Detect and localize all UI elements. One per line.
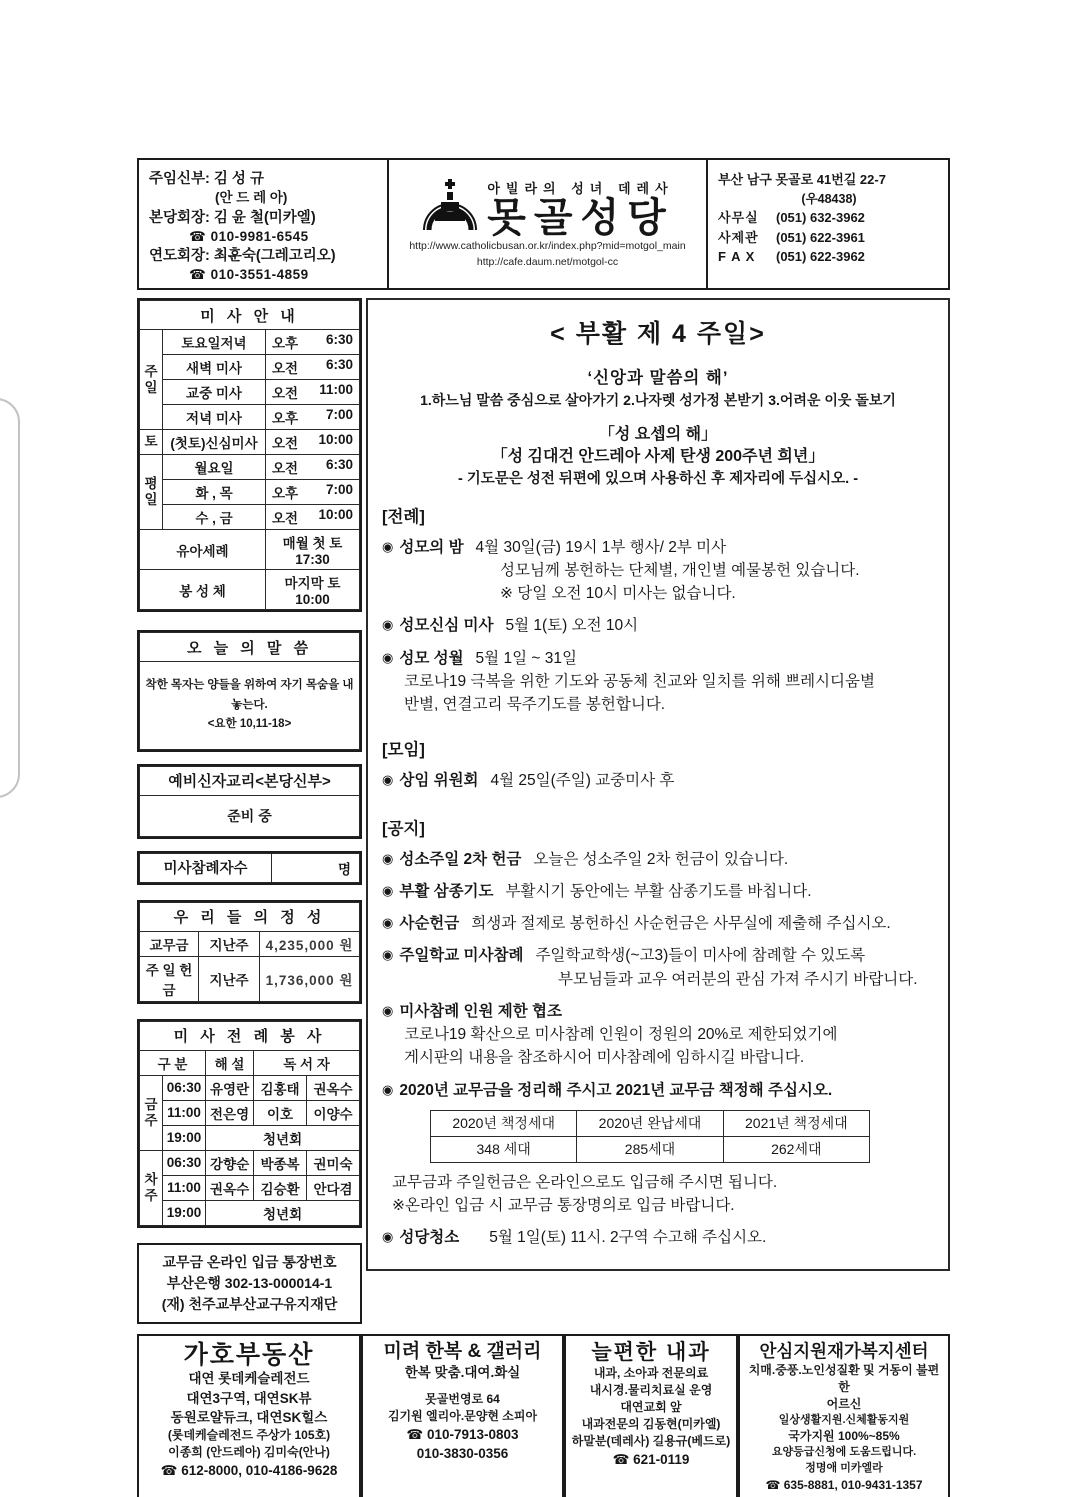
edge-scroll-handle[interactable] [0, 398, 20, 798]
table-row [140, 570, 360, 610]
year-of-st-joseph: 「성 요셉의 해」 [598, 426, 718, 443]
todays-word-text: 착한 목자는 양들을 위하여 자기 목숨을 내놓는다. <요한 10,11-18> [140, 662, 360, 750]
ad-miryeo-hanbok: 미려 한복 & 갤러리 한복 맞춤.대여.화실 못골번영로 64 김기원 엘리아.문양현 소피아 ☎ 010-7913-0803 010-3830-0356 [361, 1334, 564, 1497]
table-row: 화 , 목 오후 7:00 [140, 480, 360, 505]
mass-schedule-box [137, 298, 362, 612]
list-item: ◉ 부활 삼종기도 부활시기 동안에는 부활 삼종기도를 바칩니다. [382, 882, 812, 900]
todays-word-ref: <요한 10,11-18> [207, 718, 292, 731]
bulletin-document [137, 158, 950, 1497]
table-row: 저녁 미사 오후 7:00 [140, 405, 360, 430]
table-row: 19:00 청년회 [140, 1200, 360, 1225]
table-row: 차주 06:30 강향순 박종복 권미숙 [140, 1150, 360, 1175]
church-address: 부산 남구 못골로 41번길 22-7 [718, 172, 886, 187]
ad-ansim-welfare-center: 안심지원재가복지센터 치매.중풍.노인성질환 및 거동이 불편한 어르신 일상생활지원.신체활동지원 국가지원 100%~85% 요양등급신청에 도움드립니다. 정명애 미카엘라 ☎ 635-8881, 010-9431-1357 [738, 1334, 950, 1497]
office-phone-line: 사무실 (051) 632-3962 [718, 210, 865, 226]
postal-code: (우48438) [801, 191, 857, 206]
bank-account-holder: (재) 천주교부산교구유지재단 [161, 1295, 338, 1312]
list-item: ◉ 성모신심 미사 5월 1(토) 오전 10시 [382, 617, 639, 635]
year-theme-items: 1.하느님 말씀 중심으로 살아가기 2.나자렛 성가정 본받기 3.어려운 이웃 돌보기 [420, 392, 896, 408]
table-row: 11:00 전은영 이호 이양수 [140, 1100, 360, 1125]
list-item: ◉ 성모 성월 5월 1일 ~ 31일 코로나19 극복을 위한 기도와 공동체 친교와 일치를 위해 쁘레시디움별 반별, 연결고리 묵주기도를 봉헌합니다. [382, 649, 875, 714]
section-meeting-heading: [모임] [382, 741, 425, 760]
church-cafe-url: http://cafe.daum.net/motgol-cc [476, 255, 619, 268]
list-item: ◉ 상임 위원회 4월 25일(주일) 교중미사 후 [382, 772, 675, 790]
col-readers: 독 서 자 [254, 1050, 360, 1075]
next-week-label: 차주 [140, 1150, 163, 1225]
table-row: 주 일 헌 금 지난주 1,736,000 원 [140, 956, 360, 1001]
online-payment-note-2: ※온라인 입금 시 교무금 통장명의로 입금 바랍니다. [392, 1197, 735, 1215]
list-item: ◉ 성당청소 5월 1일(토) 11시. 2구역 수고해 주십시오. [382, 1229, 767, 1247]
offering-box [137, 900, 362, 1004]
ad-title: 안심지원재가복지센터 [759, 1340, 929, 1361]
ad-title: 늘편한 내과 [591, 1340, 711, 1364]
list-item: ◉ 성모의 밤 4월 30일(금) 19시 1부 행사/ 2부 미사 성모님께 봉헌하는 단체별, 개인별 예물봉헌 있습니다. ※ 당일 오전 10시 미사는 없습니다. [382, 538, 860, 603]
yeondo-president-phone: ☎ 010-3551-4859 [189, 267, 309, 283]
table-header-row [140, 1050, 360, 1075]
catechumen-status: 준비 중 [140, 795, 360, 836]
church-website-url: http://www.catholicbusan.or.kr/index.php?mid=motgol_main [409, 240, 686, 253]
section-liturgy-heading: [전례] [382, 507, 425, 526]
infant-baptism-value: 매월 첫 토 17:30 [266, 530, 360, 570]
pastor-line: 주임신부: 김 성 규 [149, 171, 264, 187]
yeondo-president-line: 연도회장: 최훈숙(그레고리오) [149, 248, 336, 265]
liturgy-service-box [137, 1019, 362, 1228]
list-item: ◉ 미사참례 인원 제한 협조 코로나19 확산으로 미사참례 인원이 정원의 20%로 제한되었기에 게시판의 내용을 참조하시어 미사참례에 임하시길 바랍니다. [382, 1002, 838, 1067]
list-item: ◉ 사순헌금 희생과 절제로 봉헌하신 사순헌금은 사무실에 제출해 주십시오. [382, 915, 891, 933]
table-row: 새벽 미사 오전 6:30 [140, 355, 360, 380]
list-item: ◉ 성소주일 2차 헌금 오늘은 성소주일 2차 헌금이 있습니다. [382, 850, 789, 868]
jubilee-line: 「성 김대건 안드레아 사제 탄생 200주년 희년」 [491, 448, 825, 466]
bullet-icon: ◉ [382, 850, 394, 866]
main-content [366, 298, 950, 1271]
table-row: 수 , 금 오전 10:00 [140, 505, 360, 530]
bank-title: 교무금 온라인 입금 통장번호 [162, 1253, 337, 1270]
sidebar [137, 298, 362, 1324]
section-notice-heading: [공지] [382, 819, 425, 838]
bullet-icon: ◉ [382, 947, 394, 963]
bullet-icon: ◉ [382, 538, 394, 554]
attendance-label: 미사참례자수 [140, 853, 272, 882]
attendance-box [137, 851, 362, 885]
church-tagline: 아빌라의 성녀 데레사 [487, 181, 674, 197]
council-president-line: 본당회장: 김 윤 철(미카엘) [149, 209, 316, 226]
table-row: 교무금 지난주 4,235,000 원 [140, 931, 360, 956]
ad-neulpyeonhan-clinic: 늘편한 내과 내과, 소아과 전문의료 내시경.물리치료실 운영 대연교회 앞 내과전문의 김동현(미카엘) 하말분(데레사) 길용규(베드로) ☎ 621-0119 [564, 1334, 738, 1497]
todays-word-title: 오 늘 의 말 씀 [140, 633, 360, 662]
page-title: < 부활 제 4 주일> [550, 320, 766, 348]
church-title: 못골성당 [487, 196, 674, 241]
catechumen-title: 예비신자교리<본당신부> [140, 766, 360, 795]
footer-ads [137, 1334, 950, 1497]
bullet-icon: ◉ [382, 617, 394, 633]
attendance-unit: 명 [272, 853, 360, 882]
list-item: ◉ 주일학교 미사참례 주일학교학생(~고3)들이 미사에 참례할 수 있도록 부모님들과 교우 여러분의 관심 가져 주시기 바랍니다. [382, 947, 918, 988]
table-row: 토 (첫토)신심미사 오전 10:00 [140, 430, 360, 455]
ad-title: 가호부동산 [183, 1340, 315, 1369]
group-sunday: 주일 [140, 330, 163, 430]
liturgy-service-title: 미 사 전 례 봉 사 [140, 1021, 360, 1050]
communion-label: 봉 성 체 [140, 570, 266, 610]
table-row: 11:00 권옥수 김승환 안다겸 [140, 1175, 360, 1200]
ad-title: 미려 한복 & 갤러리 [383, 1340, 542, 1362]
mass-schedule-title: 미 사 안 내 [140, 301, 360, 330]
year-theme-title: ‘신앙과 말씀의 해’ [587, 369, 729, 387]
table-row: 교중 미사 오전 11:00 [140, 380, 360, 405]
pastor-baptismal-name: (안 드 레 아) [215, 190, 288, 205]
bank-account-number: 부산은행 302-13-000014-1 [166, 1274, 333, 1291]
bullet-icon: ◉ [382, 915, 394, 931]
table-row: 평일 월요일 오전 6:30 [140, 455, 360, 480]
bank-account-box [137, 1243, 362, 1324]
header-staff-box [139, 160, 389, 288]
ad-gaho-realestate: 가호부동산 대연 롯데케슬레전드 대연3구역, 대연SK뷰 동원로얄듀크, 대연SK힐스 (롯데케슬레전드 주상가 105호) 이종희 (안드레아) 김미숙(안나) ☎ 612-8000, 010-4186-9628 [137, 1334, 361, 1497]
fax-line: F A X (051) 622-3962 [718, 249, 865, 265]
communion-value: 마지막 토 10:00 [266, 570, 360, 610]
bullet-icon: ◉ [382, 1081, 394, 1097]
church-logo-icon [421, 178, 479, 239]
online-payment-note-1: 교무금과 주일헌금은 온라인으로도 입금해 주시면 됩니다. [392, 1173, 778, 1191]
col-commentator: 해 설 [206, 1050, 254, 1075]
this-week-label: 금주 [140, 1075, 163, 1150]
assessment-table [430, 1110, 870, 1163]
table-row: 19:00 청년회 [140, 1125, 360, 1150]
table-row [140, 530, 360, 570]
council-president-phone: ☎ 010-9981-6545 [189, 228, 309, 244]
rectory-phone-line: 사제관 (051) 622-3961 [718, 229, 865, 245]
mass-schedule-table [139, 300, 360, 610]
catechumen-box [137, 764, 362, 839]
offering-title: 우 리 들 의 정 성 [140, 902, 360, 931]
table-row: 주일 토요일저녁 오후 6:30 [140, 330, 360, 355]
bullet-icon: ◉ [382, 1002, 394, 1018]
table-row: 348 세대 285세대 262세대 [431, 1136, 870, 1162]
bullet-icon: ◉ [382, 772, 394, 788]
bullet-icon: ◉ [382, 1229, 394, 1245]
group-saturday: 토 [140, 430, 163, 455]
bullet-icon: ◉ [382, 649, 394, 665]
header [137, 158, 950, 290]
list-item: ◉ 2020년 교무금을 정리해 주시고 2021년 교무금 책정해 주십시오. 2020년 책정세대 2020년 완납세대 2021년 책정세대 348 세대 285세대 262세대 교무금과 주일헌금은 온라인으로도 입금해 주시면 됩니다. ※온라인 입금 시 교무금 통장명의로 입금 바랍니다. [382, 1079, 934, 1218]
header-contact-box [708, 160, 948, 288]
table-row: 금주 06:30 유영란 김홍태 권옥수 [140, 1075, 360, 1100]
header-logo-box [389, 160, 708, 288]
col-division: 구 분 [140, 1050, 206, 1075]
infant-baptism-label: 유아세례 [140, 530, 266, 570]
group-weekday: 평일 [140, 455, 163, 530]
bullet-icon: ◉ [382, 882, 394, 898]
table-header-row: 2020년 책정세대 2020년 완납세대 2021년 책정세대 [431, 1110, 870, 1136]
prayer-card-note: - 기도문은 성전 뒤편에 있으며 사용하신 후 제자리에 두십시오. - [457, 470, 859, 487]
todays-word-box [137, 630, 362, 752]
